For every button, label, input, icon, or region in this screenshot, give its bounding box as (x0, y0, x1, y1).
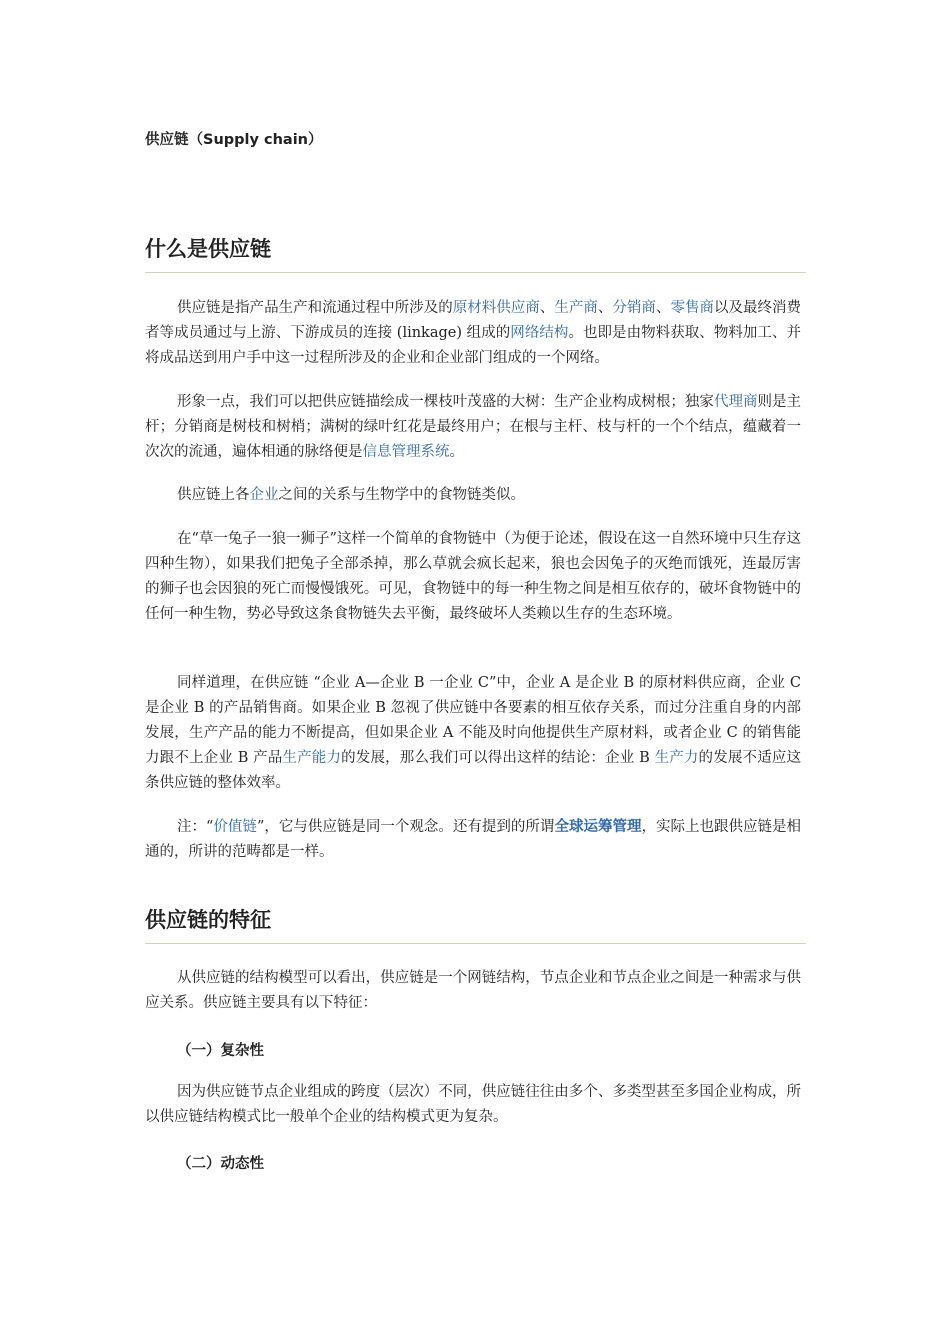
text-run: 。 (449, 444, 464, 460)
text-run: ，实际上也跟供应链是相通的，所讲的范畴都是一样。 (145, 819, 802, 860)
text-run: 之间的关系与生物学中的食物链类似。 (278, 487, 525, 503)
text-run: 同样道理，在供应链 “企业 A—企业 B 一企业 C”中，企业 A 是企业 B 的原材料供应商，企业 C 是企业 B 的产品销售商。如果企业 B 忽视了供应链中各要素的相互依存关系，而过分注重自身的内部发展，生产产品的能力不断提高，但如果企业 A 不能及时向他提供生产原材料，或者企业 C 的销售能力跟不上企业 B 产品 (145, 675, 801, 766)
link-distributor[interactable]: 分销商 (612, 300, 656, 316)
paragraph-characteristics-intro: 从供应链的结构模型可以看出，供应链是一个网链结构，节点企业和节点企业之间是一种需求与供应关系。供应链主要具有以下特征： (145, 970, 801, 1011)
link-enterprise[interactable]: 企业 (249, 487, 279, 503)
section-heading-characteristics: 供应链的特征 (145, 907, 806, 944)
paragraph-note (145, 815, 801, 865)
text-run: 的发展不适应这条供应链的整体效率。 (145, 750, 802, 791)
paragraph-tree-metaphor (145, 390, 801, 465)
text-run: 、 (539, 300, 555, 316)
paragraph-food-chain-example: 在“草一兔子一狼一狮子”这样一个简单的食物链中（为便于论述，假设在这一自然环境中只生存这四种生物），如果我们把兔子全部杀掉，那么草就会疯长起来，狼也会因兔子的灭绝而饿死，连最厉害的狮子也会因狼的死亡而慢慢饿死。可见，食物链中的每一种生物之间是相互依存的，破坏食物链中的任何一种生物，势必导致这条食物链失去平衡，最终破坏人类赖以生存的生态环境。 (145, 531, 801, 622)
link-information-management-system[interactable]: 信息管理系统 (362, 444, 450, 460)
link-agent[interactable]: 代理商 (713, 394, 758, 410)
text-run: 、 (597, 300, 613, 316)
section-heading-what-is-supply-chain: 什么是供应链 (145, 236, 806, 273)
text-run: 则是主杆；分销商是树枝和树梢；满树的绿叶红花是最终用户；在根与主杆、枝与杆的一个个结点，蕴藏着一次次的流通，遍体相通的脉络便是 (145, 394, 802, 460)
paragraph-enterprise-chain (145, 671, 801, 796)
subheading-complexity: （一）复杂性 (177, 1043, 264, 1059)
link-value-chain[interactable]: 价值链 (213, 819, 257, 835)
document-title: 供应链（Supply chain） (145, 132, 323, 148)
link-manufacturer[interactable]: 生产商 (554, 300, 598, 316)
text-run: 的发展，那么我们可以得出这样的结论：企业 B (341, 750, 655, 766)
paragraph-complexity: 因为供应链节点企业组成的跨度（层次）不同，供应链往往由多个、多类型甚至多国企业构成，所以供应链结构模式比一般单个企业的结构模式更为复杂。 (145, 1084, 801, 1125)
text-run: 供应链上各 (177, 487, 250, 503)
subheading-dynamics: （二）动态性 (177, 1156, 264, 1172)
text-run: 供应链是指产品生产和流通过程中所涉及的 (177, 300, 453, 316)
link-network-structure[interactable]: 网络结构 (510, 325, 569, 341)
link-global-logistics-management[interactable]: 全球运筹管理 (554, 819, 642, 835)
link-raw-material-supplier[interactable]: 原材料供应商 (452, 300, 540, 316)
text-run: ”，它与供应链是同一个观念。还有提到的所谓 (256, 819, 555, 835)
link-production-capacity[interactable]: 生产能力 (282, 750, 342, 766)
link-retailer[interactable]: 零售商 (670, 300, 714, 316)
text-run: 。也即是由物料获取、物料加工、并将成品送到用户手中这一过程所涉及的企业和企业部门组成的一个网络。 (145, 325, 802, 366)
text-run: 、 (655, 300, 671, 316)
paragraph-food-chain-analogy (145, 483, 801, 508)
text-run: 形象一点，我们可以把供应链描绘成一棵枝叶茂盛的大树：生产企业构成树根；独家 (177, 394, 714, 410)
text-run: 注：“ (177, 819, 214, 835)
text-run: 以及最终消费者等成员通过与上游、下游成员的连接 (linkage) 组成的 (145, 300, 802, 341)
link-productivity[interactable]: 生产力 (654, 750, 699, 766)
paragraph-definition (145, 296, 801, 371)
